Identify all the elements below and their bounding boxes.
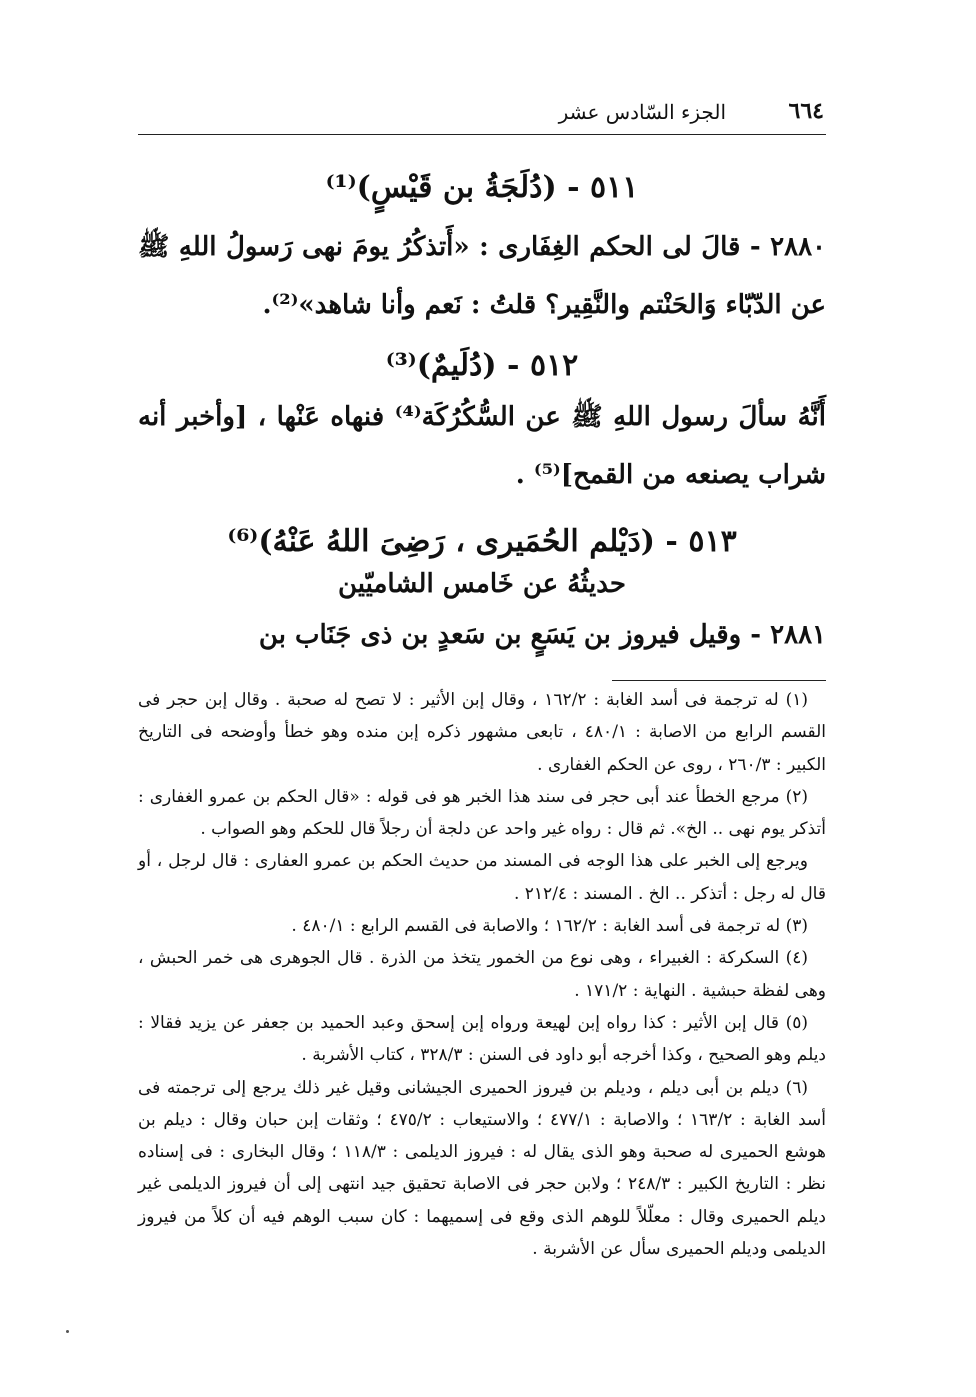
footnote-3: (٣) له ترجمة فى أسد الغابة : ١٦٢/٢ ؛ والاصابة فى القسم الرابع : ٤٨٠/١ . bbox=[291, 916, 808, 937]
footnote-1: (١) له ترجمة فى أسد الغابة : ١٦٢/٢ ، وقال إبن الأثير : لا تصح له صحبة . وقال إبن حجر فى القسم الرابع من الاصابة : ٤٨٠/١ ، تابعى مشهور ذكره إبن منده وهو خطأ وأوضحه فى التاريخ الكبير : ٢٦٠/٣ ، روى عن الحكم الغفارى . bbox=[138, 690, 826, 775]
entry-512-text: أَنَّهُ سألَ رسول اللهِ ﷺ عن السُّكُرُكَة⁽⁴⁾ فنهاه عَنْها ، [وأخبر أنه شراب يصنعه من القمح]⁽⁵⁾ . bbox=[138, 402, 826, 490]
footnote-6: (٦) ديلم بن أبى ديلم ، وديلم بن فيروز الحميرى الجيشانى وقيل غير ذلك يرجع إلى ترجمته فى أسد الغابة : ١٦٣/٢ ؛ والاصابة : ٤٧٧/١ ؛ والاستيعاب : ٤٧٥/٢ ؛ وثقات إبن حبان وقال : ديلم بن هوشع الحميرى له صحبة وهو الذى يقال له : فيروز الديلمى : ١١٨/٣ ؛ وقال البخارى : فى إسناده نظر : التاريخ الكبير : ٢٤٨/٣ ؛ ولابن حجر فى الاصابة تحقيق جيد انتهى إلى أن فيروز الديلمى غير ديلم الحميرى وقال : معلّلاً للوهم الذى وقع فى إسميهما : كان سبب الوهم فيه أن كلاً من فيروز الديلمى وديلم الحميرى سأل عن الأشربة . bbox=[138, 1077, 827, 1260]
footnote-divider bbox=[612, 680, 826, 681]
footnote-2: (٢) مرجع الخطأ عند أبى حجر فى سند هذا الخبر هو فى قوله : «قال الحكم بن عمرو الغفارى : أتذكر يوم نهى .. الخ». ثم قال : رواه غير واحد عن دلجة أن رجلاً قال للحكم وهو الصواب . bbox=[138, 786, 826, 840]
entry-heading-512: ٥١٢ - (دُلَيمٌ)⁽³⁾ bbox=[385, 348, 579, 383]
footnote-5: (٥) قال إبن الأثير : كذا رواه إبن لهيعة ورواه إبن إسحق وعبد الحميد بن جعفر عن يزيد فقالا : ديلم وهو الصحيح ، وكذا أخرجه أبو داود فى السنن : ٣٢٨/٣ ، كتاب الأشربة . bbox=[138, 1012, 826, 1066]
running-title: الجزء السّادس عشر bbox=[558, 100, 726, 124]
entry-heading-513: ٥١٣ - (دَيْلم الحُمَيرى ، رَضِىَ اللهُ عَنْهُ)⁽⁶⁾ bbox=[227, 524, 737, 559]
hadith-2881: ٢٨٨١ - وقيل فيروز بن يَسَعٍ بن سَعدٍ بن ذى جَنَاب بن bbox=[258, 620, 826, 650]
page-number: ٦٦٤ bbox=[788, 98, 824, 124]
footnotes bbox=[138, 684, 826, 1265]
footnote-4: (٤) السكركة : الغبيراء ، وهى نوع من الخمور يتخذ من الذرة . قال الجوهرى هى خمر الحبش ، وهى لفظة حبشية . النهاية : ١٧١/٢ . bbox=[138, 948, 826, 1001]
header-divider bbox=[138, 134, 826, 135]
page-header bbox=[138, 96, 826, 136]
entry-513-subheading: حديثُهُ عن خَامس الشاميّين bbox=[338, 569, 626, 599]
footnote-2-continued: ويرجع إلى الخبر على هذا الوجه فى المسند من حديث الحكم بن عمرو العفارى : قال لرجل ، أو قال له رجل : أتذكر .. الخ . المسند : ٢١٢/٤ . bbox=[138, 851, 826, 904]
hadith-2880: ٢٨٨٠ - قالَ لى الحكم الغِفَارى : «أَتذكُرُ يومَ نهى رَسولُ اللهِ ﷺ عن الدّبّاء وَالحَنْتم والنَّقِير؟ قلتُ : نَعم وأنا شاهد»⁽²⁾. bbox=[138, 232, 826, 320]
scan-speck bbox=[66, 1330, 69, 1333]
entry-heading-511: ٥١١ - (دُلَجَةُ بن قَيْسٍ)⁽¹⁾ bbox=[325, 170, 639, 205]
